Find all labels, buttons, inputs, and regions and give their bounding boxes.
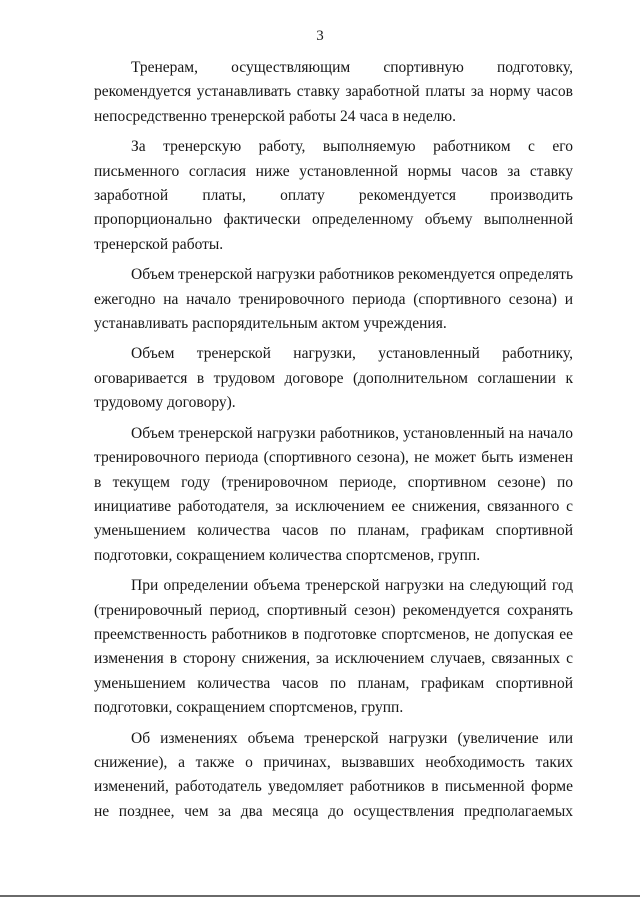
paragraph-annual-workload: Объем тренерской нагрузки работников рекомендуется определять ежегодно на начало тренировочного периода (спортивного сезона) и устанавливать распорядительным актом учреждения. [94,266,574,333]
page-number: 3 [316,28,324,44]
paragraph-workload-change-limit: Объем тренерской нагрузки работников, установленный на начало тренировочного периода (спортивного сезона), не может быть изменен в текущем году (тренировочном периоде, спортивном сезоне) по инициативе работодателя, за исключением ее снижения, связанного с уменьшением количества часов по планам, графикам спортивной подготовки, сокращением количества спортсменов, групп. [94,424,573,564]
paragraph-change-notification: Об изменениях объема тренерской нагрузки (увеличение или снижение), а также о причинах, вызвавших необходимость таких изменений, работодатель уведомляет работников в письменной форме не позднее, чем за два месяца до осуществления предполагаемых [94,729,573,820]
paragraph-coach-rate: Тренерам, осуществляющим спортивную подготовку, рекомендуется устанавливать ставку заработной платы за норму часов непосредственно тренерской работы 24 часа в неделю. [94,59,573,125]
paragraph-next-year-continuity: При определении объема тренерской нагрузки на следующий год (тренировочный период, спортивный сезон) рекомендуется сохранять преемственность работников в подготовке спортсменов, не допуская ее изменения в сторону снижения, за исключением случаев, связанных с уменьшением количества часов по планам, графикам спортивной подготовки, сокращением спортсменов, групп. [94,577,573,717]
paragraph-below-norm-payment: За тренерскую работу, выполняемую работником с его письменного согласия ниже установленной нормы часов за ставку заработной платы, оплату рекомендуется производить пропорционально фактически определенному объему выполненной тренерской работы. [94,138,573,253]
document-body [94,56,573,830]
bottom-divider [0,895,640,897]
paragraph-employment-contract: Объем тренерской нагрузки, установленный работнику, оговаривается в трудовом договоре (дополнительном соглашении к трудовому договору). [94,345,573,412]
